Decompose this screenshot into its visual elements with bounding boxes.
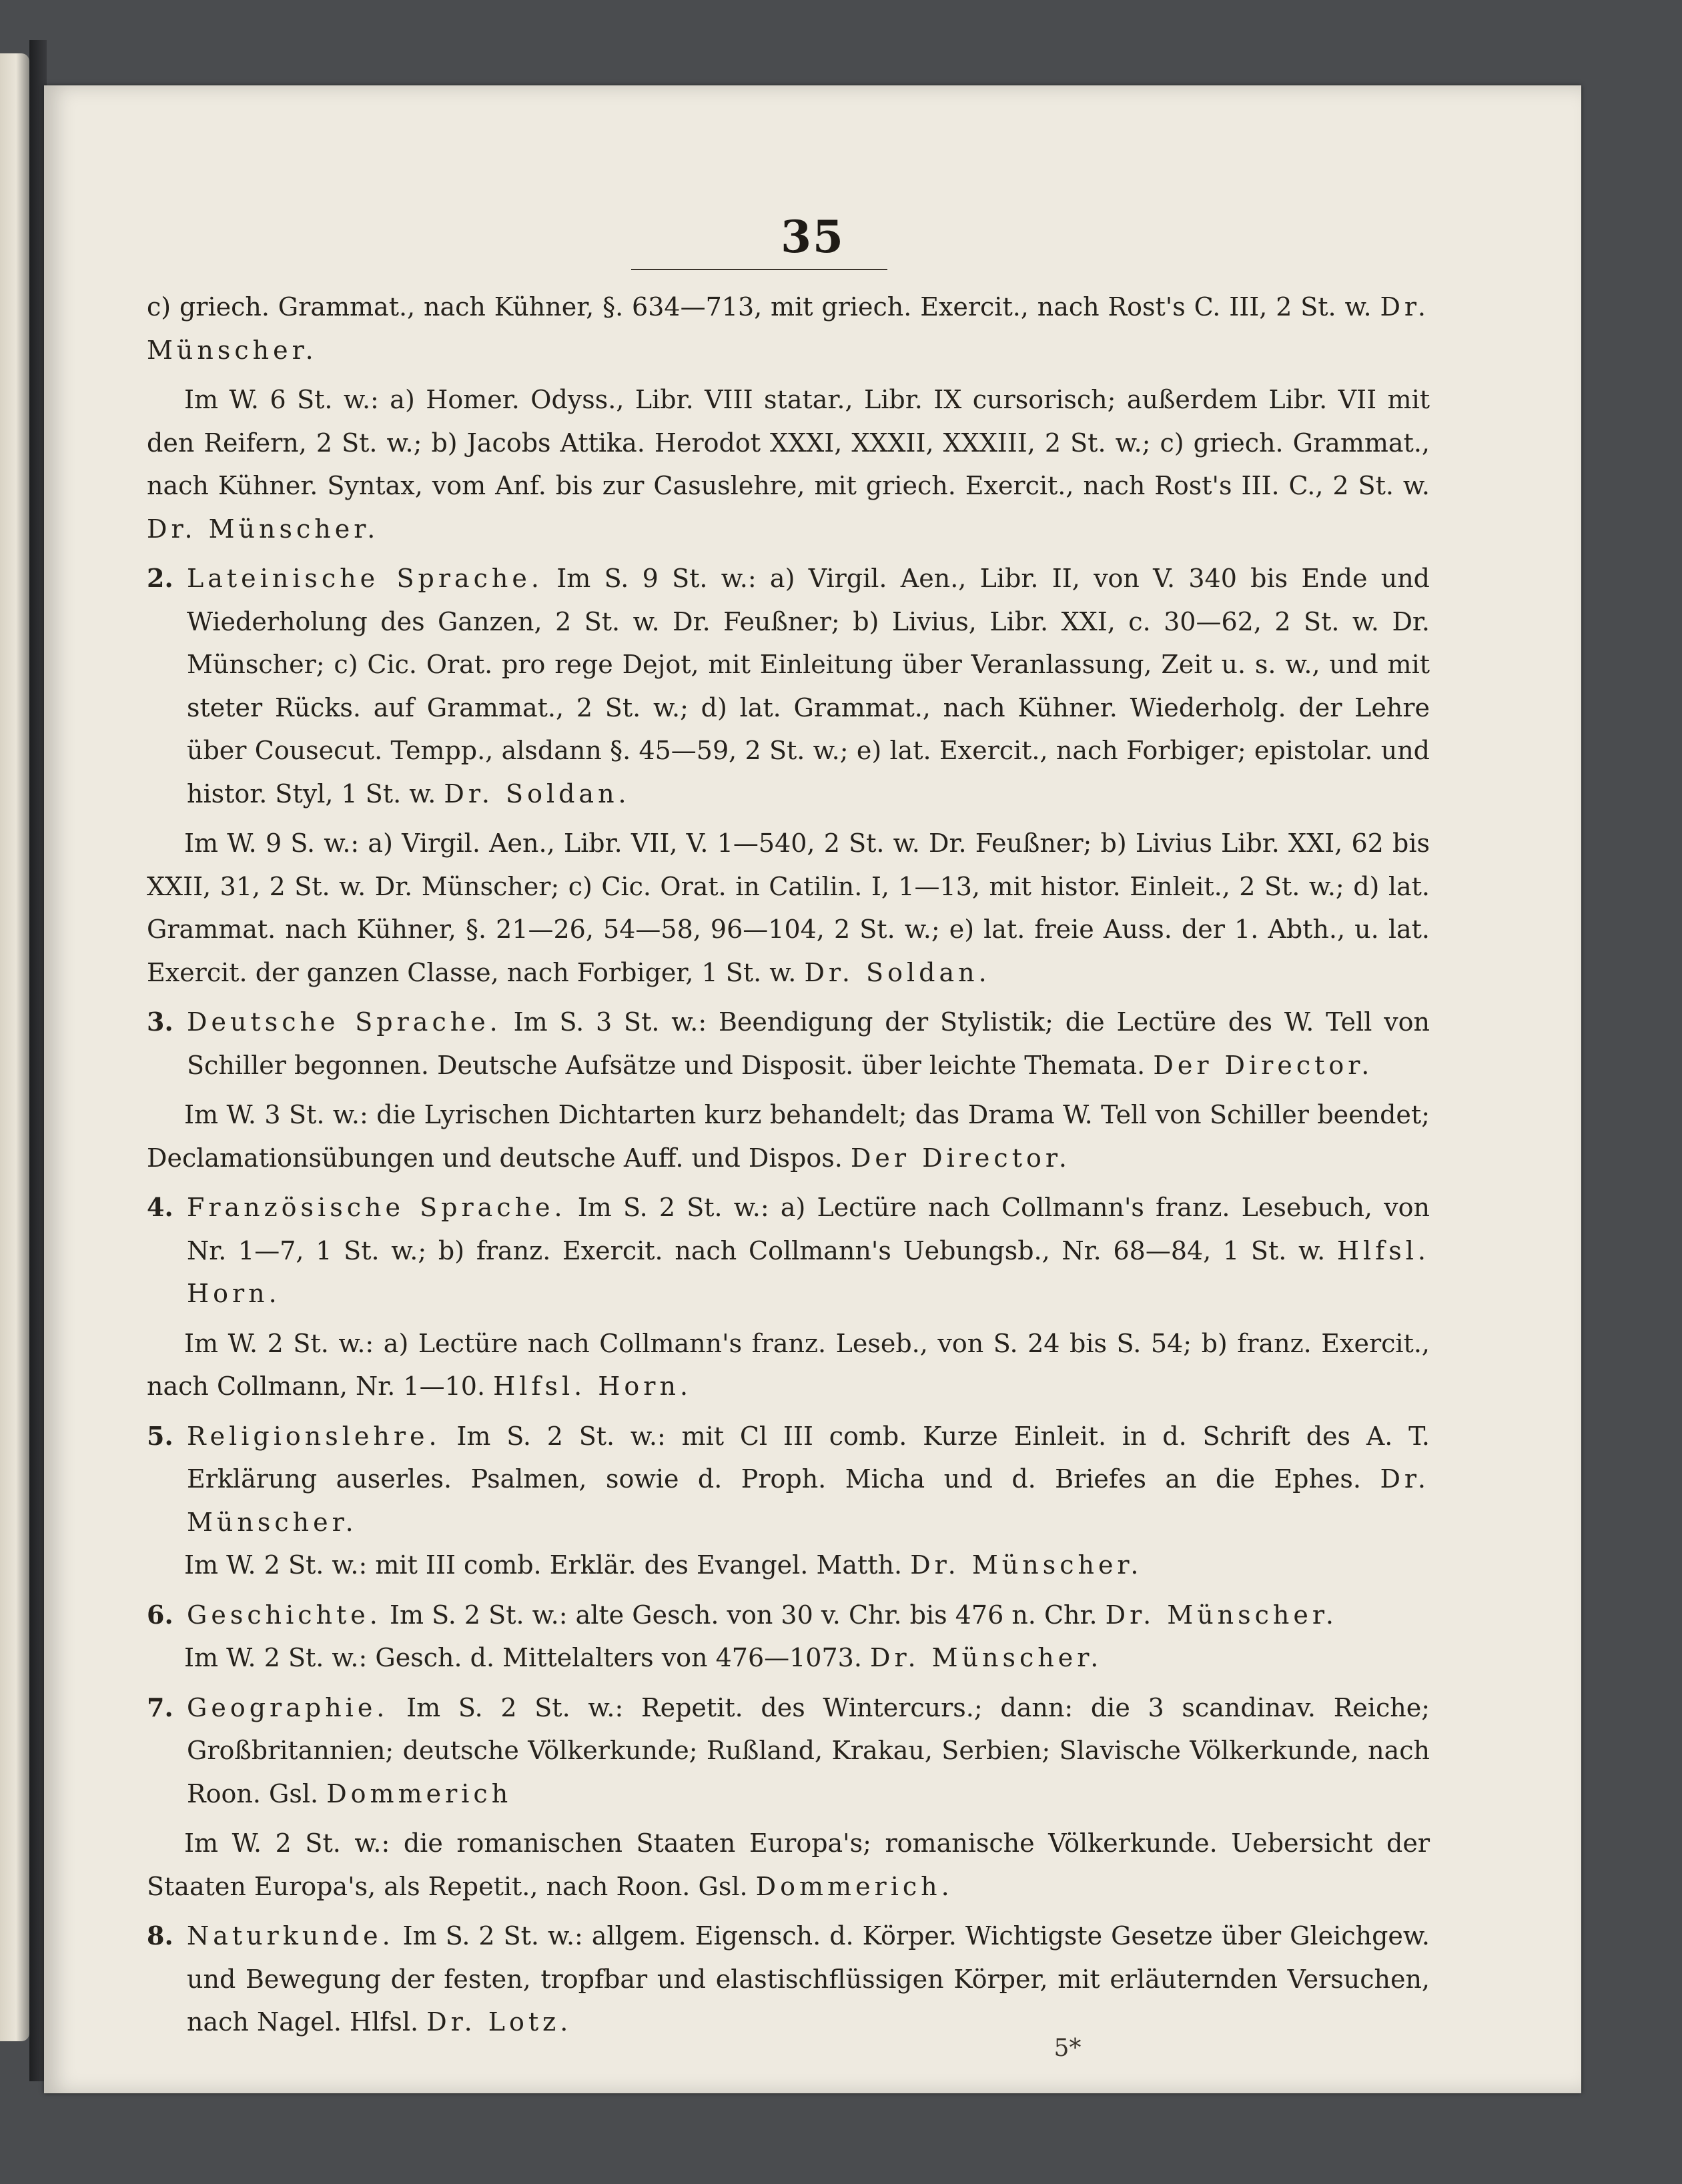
teacher-name: Dr. Münscher. bbox=[147, 292, 1430, 365]
teacher-name: Dr. Münscher. bbox=[1105, 1600, 1338, 1630]
section-number: 7. bbox=[147, 1692, 173, 1722]
section-title: Geographie. bbox=[187, 1692, 389, 1722]
teacher-name: Dr. Münscher. bbox=[187, 1464, 1430, 1537]
section-title: Lateinische Sprache. bbox=[187, 564, 543, 593]
teacher-name: Dr. Münscher. bbox=[870, 1643, 1103, 1672]
teacher-name: Dr. Soldan. bbox=[804, 957, 991, 987]
teacher-name: Dommerich bbox=[326, 1778, 512, 1808]
section-title: Deutsche Sprache. bbox=[187, 1007, 502, 1037]
teacher-name: Der Director. bbox=[1153, 1050, 1374, 1080]
section-title: Französische Sprache. bbox=[187, 1193, 566, 1222]
section-number: 5. bbox=[147, 1420, 173, 1451]
intro-winter-paragraph: Im W. 6 St. w.: a) Homer. Odyss., Libr. VIII statar., Libr. IX cursorisch; außerdem Libr. VII mit den Reifern, 2 St. w.; b) Jacobs Attika. Herodot XXXI, XXXII, XXXIII, 2 St. w.; c) griech. Grammat., nach Kühner. Syntax, vom Anf. bis zur Casuslehre, mit griech. Exercit., nach Rost's III. C., 2 St. w. Dr. Münscher. bbox=[147, 385, 1430, 544]
book-page bbox=[44, 85, 1581, 2093]
section-history: 6. Geschichte. Im S. 2 St. w.: alte Gesch. von 30 v. Chr. bis 476 n. Chr. Dr. Münscher. bbox=[147, 1594, 1430, 1637]
section-number: 8. bbox=[147, 1921, 173, 1951]
page-content bbox=[147, 286, 1430, 2044]
section-latin: 2. Lateinische Sprache. Im S. 9 St. w.: a) Virgil. Aen., Libr. II, von V. 340 bis Ende und Wiederholung des Ganzen, 2 St. w. Dr. Feußner; b) Livius, Libr. XXI, c. 30—62, 2 St. w. Dr. Münscher; c) Cic. Orat. pro rege Dejot, mit Einleitung über Veranlassung, Zeit u. s. w., und mit steter Rücks. auf Grammat., 2 St. w.; d) lat. Grammat., nach Kühner. Wiederholg. der Lehre über Cousecut. Tempp., alsdann §. 45—59, 2 St. w.; e) lat. Exercit., nach Forbiger; epistolar. und histor. Styl, 1 St. w. Dr. Soldan. bbox=[147, 557, 1430, 815]
teacher-name: Hlfsl. Horn. bbox=[493, 1372, 693, 1401]
teacher-name: Dommerich. bbox=[755, 1871, 953, 1901]
section-german: 3. Deutsche Sprache. Im S. 3 St. w.: Beendigung der Stylistik; die Lectüre des W. Tell von Schiller begonnen. Deutsche Aufsätze und Disposit. über leichte Themata. Der Director. bbox=[147, 1001, 1430, 1087]
left-page-edge bbox=[0, 53, 29, 2041]
section-number: 3. bbox=[147, 1007, 173, 1037]
section-title: Geschichte. bbox=[187, 1600, 382, 1630]
section-number: 2. bbox=[147, 563, 173, 593]
teacher-name: Hlfsl. Horn. bbox=[187, 1235, 1430, 1308]
section-german-winter: Im W. 3 St. w.: die Lyrischen Dichtarten kurz behandelt; das Drama W. Tell von Schiller beendet; Declamationsübungen und deutsche Auff. und Dispos. Der Director. bbox=[147, 1100, 1430, 1173]
teacher-name: Dr. Soldan. bbox=[444, 778, 630, 808]
section-latin-winter: Im W. 9 S. w.: a) Virgil. Aen., Libr. VII, V. 1—540, 2 St. w. Dr. Feußner; b) Livius Libr. XXI, 62 bis XXII, 31, 2 St. w. Dr. Münscher; c) Cic. Orat. in Catilin. I, 1—13, mit histor. Einleit., 2 St. w.; d) lat. Grammat. nach Kühner, §. 21—26, 54—58, 96—104, 2 St. w.; e) lat. freie Auss. der 1. Abth., u. lat. Exercit. der ganzen Classe, nach Forbiger, 1 St. w. Dr. Soldan. bbox=[147, 829, 1430, 987]
section-number: 4. bbox=[147, 1192, 173, 1222]
section-french: 4. Französische Sprache. Im S. 2 St. w.: a) Lectüre nach Collmann's franz. Lesebuch, von Nr. 1—7, 1 St. w.; b) franz. Exercit. nach Collmann's Uebungsb., Nr. 68—84, 1 St. w. Hlfsl. Horn. bbox=[147, 1186, 1430, 1315]
signature-mark: 5* bbox=[1054, 2035, 1082, 2062]
section-natural-science: 8. Naturkunde. Im S. 2 St. w.: allgem. Eigensch. d. Körper. Wichtigste Gesetze über Gleichgew. und Bewegung der festen, tropfbar und elastischflüssigen Körper, mit erläuternden Versuchen, nach Nagel. Hlfsl. Dr. Lotz. bbox=[147, 1915, 1430, 2044]
teacher-name: Dr. Lotz. bbox=[426, 2007, 572, 2037]
teacher-name: Der Director. bbox=[850, 1143, 1071, 1173]
section-history-winter: Im W. 2 St. w.: Gesch. d. Mittelalters von 476—1073. Dr. Münscher. bbox=[184, 1643, 1103, 1672]
section-geography: 7. Geographie. Im S. 2 St. w.: Repetit. des Wintercurs.; dann: die 3 scandinav. Reiche; Großbritannien; deutsche Völkerkunde; Rußland, Krakau, Serbien; Slavische Völkerkunde, nach Roon. Gsl. Dommerich bbox=[147, 1686, 1430, 1816]
header-rule bbox=[631, 269, 887, 270]
teacher-name: Dr. Münscher. bbox=[147, 514, 380, 544]
section-title: Naturkunde. bbox=[187, 1921, 394, 1951]
section-religion-winter: Im W. 2 St. w.: mit III comb. Erklär. des Evangel. Matth. Dr. Münscher. bbox=[184, 1550, 1143, 1580]
section-title: Religionslehre. bbox=[187, 1421, 441, 1451]
section-geography-winter: Im W. 2 St. w.: die romanischen Staaten Europa's; romanische Völkerkunde. Uebersicht der Staaten Europa's, als Repetit., nach Roon. Gsl. Dommerich. bbox=[147, 1828, 1430, 1901]
page-number: 35 bbox=[781, 211, 845, 263]
intro-paragraph: c) griech. Grammat., nach Kühner, §. 634—713, mit griech. Exercit., nach Rost's C. III, 2 St. w. Dr. Münscher. bbox=[147, 292, 1430, 365]
section-religion: 5. Religionslehre. Im S. 2 St. w.: mit Cl III comb. Kurze Einleit. in d. Schrift des A. T. Erklärung auserles. Psalmen, sowie d. Proph. Micha und d. Briefes an die Ephes. Dr. Münscher. bbox=[147, 1415, 1430, 1544]
section-french-winter: Im W. 2 St. w.: a) Lectüre nach Collmann's franz. Leseb., von S. 24 bis S. 54; b) franz. Exercit., nach Collmann, Nr. 1—10. Hlfsl. Horn. bbox=[147, 1328, 1430, 1401]
section-number: 6. bbox=[147, 1599, 173, 1630]
teacher-name: Dr. Münscher. bbox=[910, 1550, 1143, 1580]
